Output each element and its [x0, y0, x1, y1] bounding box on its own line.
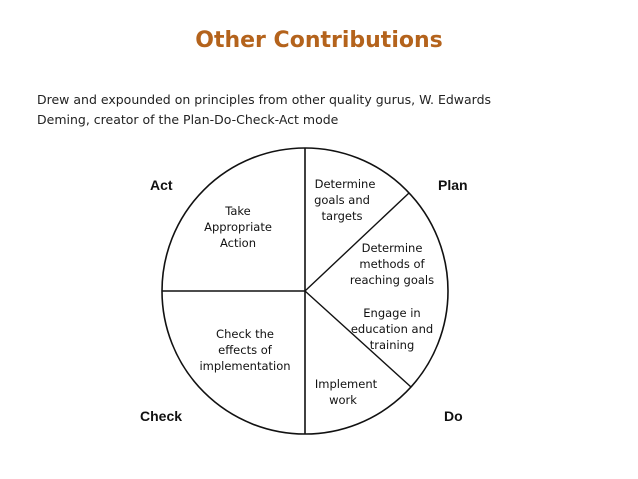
segment-plan-methods — [350, 241, 434, 287]
segment-plan-goals-line: goals and — [314, 193, 370, 207]
segment-plan-methods-line: Determine — [361, 241, 423, 255]
corner-label-act: Act — [150, 177, 173, 193]
description-line-2: Deming, creator of the Plan-Do-Check-Act mode — [37, 112, 339, 127]
segment-do-training — [351, 306, 433, 352]
corner-label-do: Do — [444, 408, 463, 424]
corner-label-plan: Plan — [438, 177, 468, 193]
segment-act-line: Action — [219, 236, 257, 250]
segment-do-training-line: education and — [350, 322, 434, 336]
page-title: Other Contributions — [195, 28, 443, 53]
segment-plan-methods-line: methods of — [359, 257, 425, 271]
segment-do-training-line: training — [369, 338, 415, 352]
segment-plan-goals — [314, 177, 375, 223]
segment-check-line: implementation — [199, 359, 291, 373]
segment-act-line: Appropriate — [204, 220, 272, 234]
segment-check-line: effects of — [218, 343, 272, 357]
segment-check-line: Check the — [216, 327, 274, 341]
segment-do-implement-line: Implement — [314, 377, 378, 391]
description-line-1: Drew and expounded on principles from other quality gurus, W. Edwards — [37, 92, 492, 107]
segment-act-line: Take — [225, 204, 251, 218]
segment-check — [199, 327, 290, 373]
segment-plan-goals-line: targets — [321, 209, 363, 223]
segment-act — [204, 204, 272, 250]
segment-do-implement-line: work — [329, 393, 357, 407]
segment-do-training-line: Engage in — [363, 306, 421, 320]
segment-plan-methods-line: reaching goals — [349, 273, 435, 287]
segment-plan-goals-line: Determine — [314, 177, 376, 191]
corner-label-check: Check — [140, 408, 183, 424]
segment-do-implement — [315, 377, 378, 407]
